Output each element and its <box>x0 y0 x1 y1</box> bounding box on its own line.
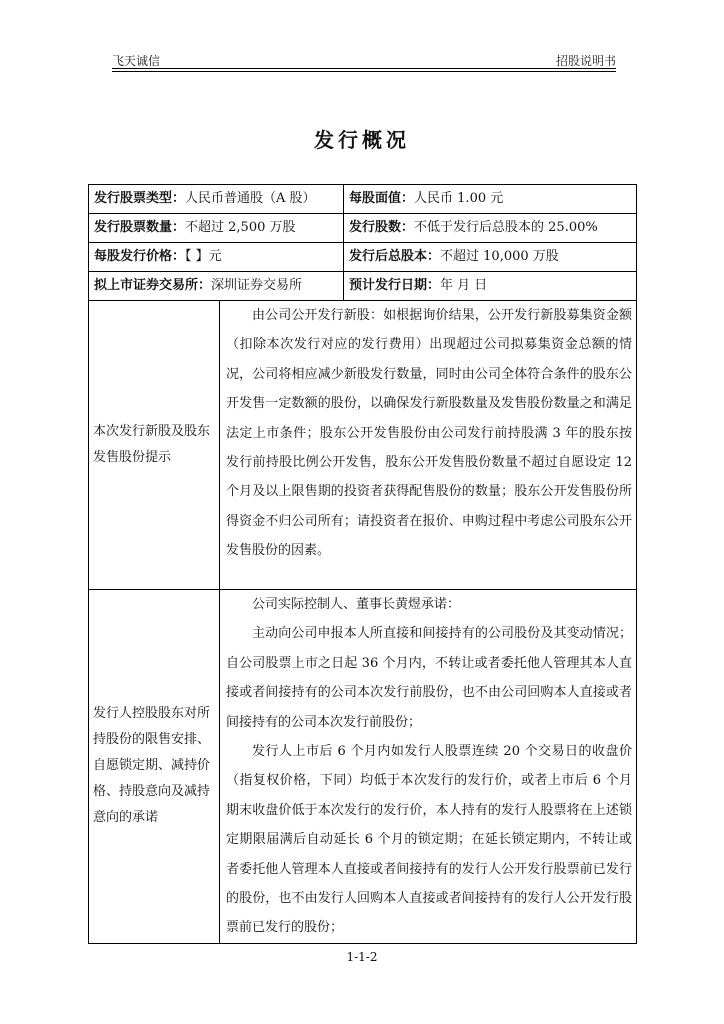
field-value: 【 】元 <box>185 249 222 264</box>
field-label: 发行股票数量： <box>94 220 186 235</box>
table-row <box>89 214 637 243</box>
header-rule-thin <box>112 71 616 72</box>
table-cell <box>344 185 637 214</box>
table-cell <box>89 243 344 272</box>
header-doc-type: 招股说明书 <box>555 54 616 68</box>
table-row <box>89 243 637 272</box>
table-cell <box>89 185 344 214</box>
table-cell <box>344 214 637 243</box>
section-paragraph: 由公司公开发行新股：如根据询价结果，公开发行新股募集资金额（扣除本次发行对应的发行费用）出现超过公司拟募集资金总额的情况，公司将相应减少新股发行数量，同时由公司全体符合条件的股东公开发售一定数额的股份，以确保发行新股数量及发售股份数量之和满足法定上市条件；股东公开发售股份由公司发行前持股满 3 年的股东按发行前持股比例公开发售，股东公开发售股份数量不超过自愿设定 12 个月及以上限售期的投资者获得配售股份的数量；股东公开发售股份所得资金不归公司所有；请投资者在报价、申购过程中考虑公司股东公开发售股份的因素。 <box>226 308 633 559</box>
field-value: 深圳证券交易所 <box>211 278 303 293</box>
table-cell <box>89 214 344 243</box>
section-label: 本次发行新股及股东发售股份提示 <box>89 301 220 590</box>
field-value: 人民币 1.00 元 <box>414 191 504 206</box>
table-row <box>89 272 637 301</box>
section-paragraph: 发行人上市后 6 个月内如发行人股票连续 20 个交易日的收盘价（指复权价格，下同）均低于本次发行的发行价，或者上市后 6 个月期末收盘价低于本次发行的发行价，本人持有的发行人股票将在上述锁定期限届满后自动延长 6 个月的锁定期；在延长锁定期内，不转让或者委托他人管理本人直接或者间接持有的发行人公开发行股票前已发行的股份，也不由发行人回购本人直接或者间接持有的发行人公开发行股票前已发行的股份； <box>226 744 633 936</box>
field-label: 预计发行日期： <box>349 278 441 293</box>
table-cell <box>89 272 344 301</box>
header-rule <box>112 68 616 69</box>
field-label: 发行股数： <box>349 220 415 235</box>
field-value: 年 月 日 <box>440 278 488 293</box>
table-row <box>89 185 637 214</box>
table-cell <box>344 272 637 301</box>
field-label: 发行后总股本： <box>349 249 441 264</box>
section-content <box>220 590 637 944</box>
header-company: 飞天诚信 <box>112 54 161 68</box>
page-number: 1-1-2 <box>346 950 378 964</box>
field-value: 不超过 10,000 万股 <box>440 249 559 264</box>
field-value: 不超过 2,500 万股 <box>185 220 296 235</box>
field-label: 每股面值： <box>349 191 415 206</box>
offering-overview-table <box>88 184 637 944</box>
section-content <box>220 301 637 590</box>
section-paragraph: 公司实际控制人、董事长黄煜承诺： <box>252 597 461 612</box>
section-label: 发行人控股股东对所持股份的限售安排、自愿锁定期、减持价格、持股意向及减持意向的承诺 <box>89 590 220 944</box>
table-row <box>89 301 637 590</box>
table-cell <box>344 243 637 272</box>
page-header <box>112 48 616 68</box>
table-row <box>89 590 637 944</box>
field-label: 拟上市证券交易所： <box>94 278 212 293</box>
page-title: 发行概况 <box>314 128 410 152</box>
field-value: 不低于发行后总股本的 25.00% <box>414 220 598 235</box>
field-label: 发行股票类型： <box>94 191 186 206</box>
section-paragraph: 主动向公司申报本人所直接和间接持有的公司股份及其变动情况；自公司股票上市之日起 36 个月内，不转让或者委托他人管理其本人直接或者间接持有的公司本次发行前股份，也不由公司回购本人直接或者间接持有的公司本次发行前股份； <box>226 626 633 730</box>
field-label: 每股发行价格： <box>94 249 186 264</box>
field-value: 人民币普通股（A 股） <box>185 191 316 206</box>
